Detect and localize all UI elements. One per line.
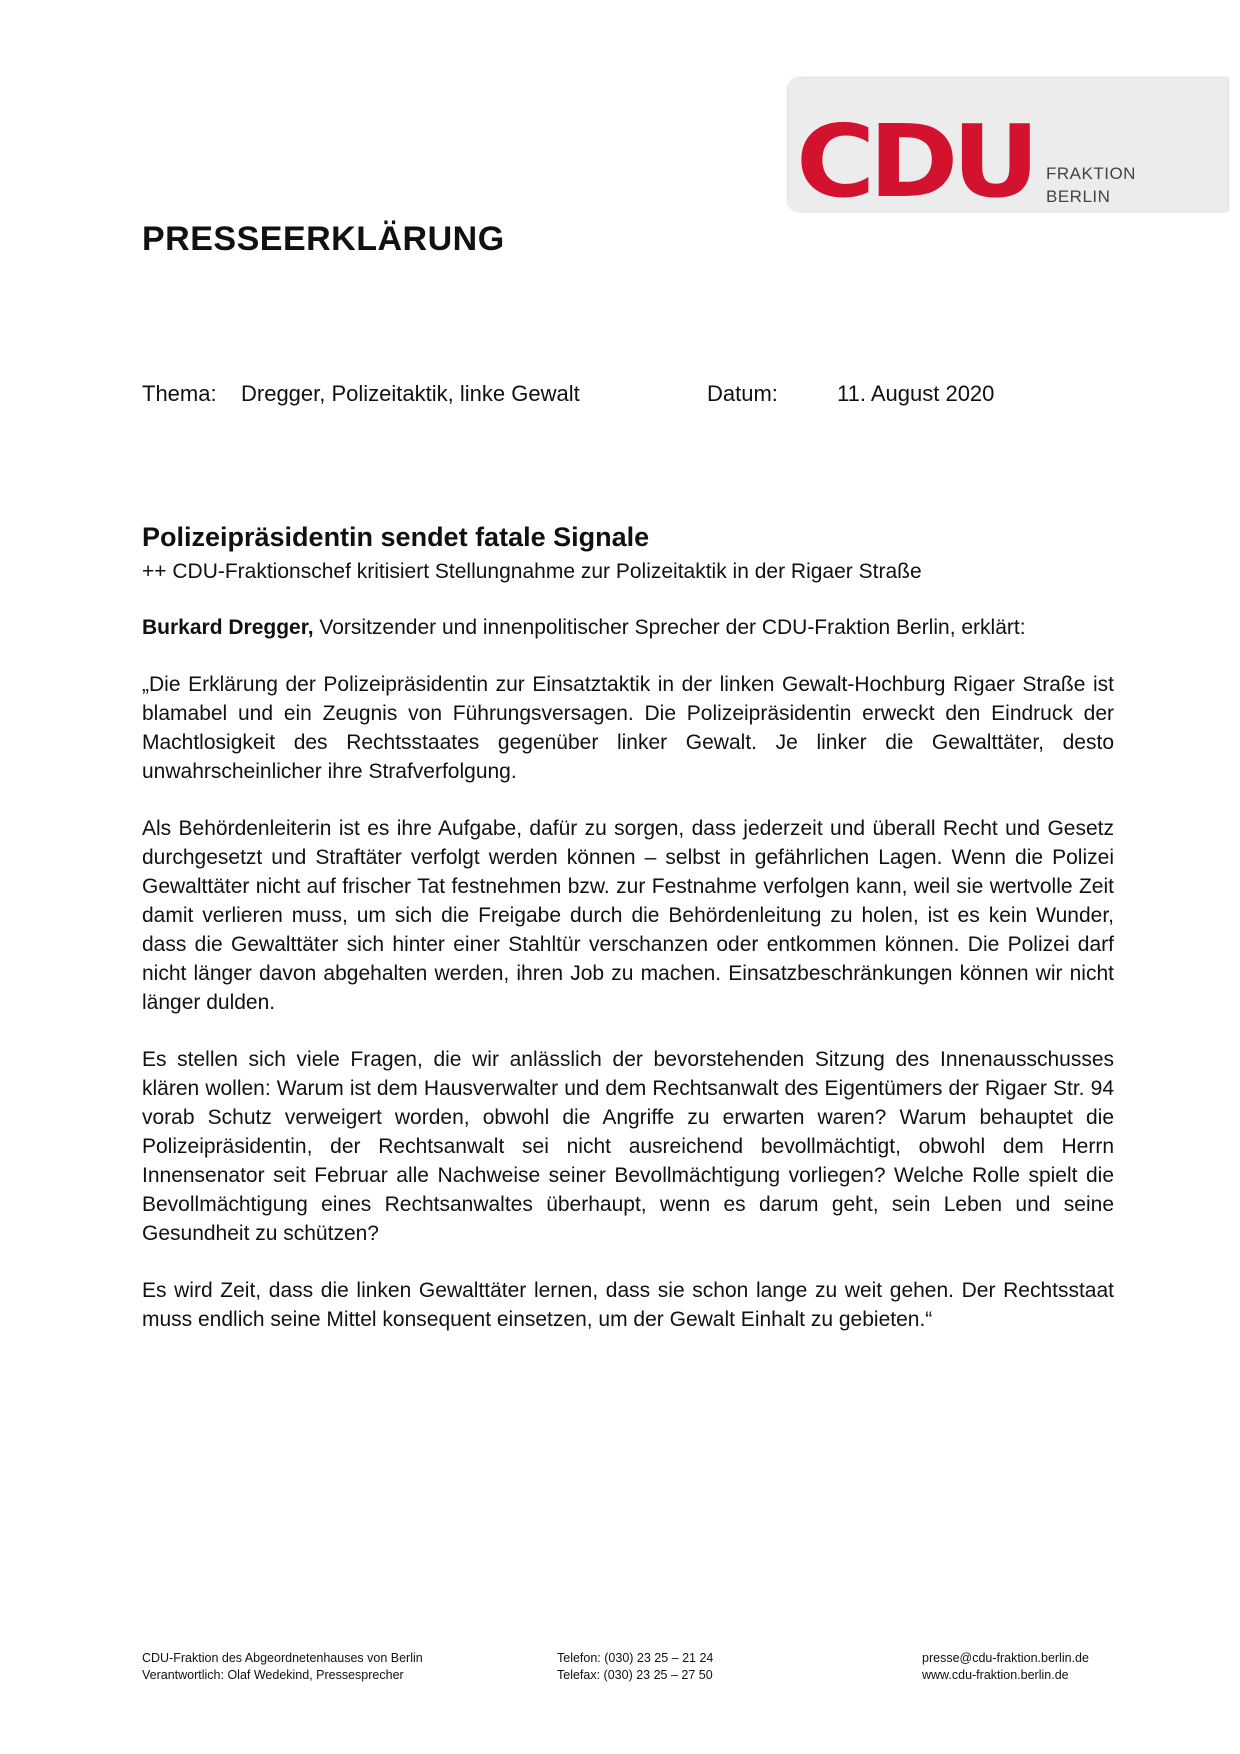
footer-fax: Telefax: (030) 23 25 – 27 50 <box>557 1668 713 1682</box>
logo-subtitle-line2: BERLIN <box>1046 187 1111 206</box>
thema-label: Thema: <box>142 381 217 406</box>
speaker-role: Vorsitzender und innenpolitischer Sprecher der CDU-Fraktion Berlin, erklärt: <box>313 616 1026 639</box>
paragraph-2: Als Behördenleiterin ist es ihre Aufgabe, dafür zu sorgen, dass jederzeit und überall Recht und Gesetz durchgesetzt und Straftäter verfolgt werden können – selbst in gefährlichen Lagen. Wenn die Polizei Gewalttäter nicht auf frischer Tat festnehmen bzw. zur Festnahme verfolgen kann, weil sie wertvolle Zeit damit verlieren muss, um sich die Freigabe durch die Behördenleitung zu holen, ist es kein Wunder, dass die Gewalttäter sich hinter einer Stahltür verschanzen oder entkommen können. Die Polizei darf nicht länger davon abgehalten werden, ihren Job zu machen. Einsatzbeschränkungen können wir nicht länger dulden. <box>142 817 1114 1014</box>
footer-contact-block <box>922 1650 1089 1684</box>
thema-value: Dregger, Polizeitaktik, linke Gewalt <box>241 381 580 406</box>
footer-org-block <box>142 1650 423 1684</box>
footer-website-link[interactable]: www.cdu-fraktion.berlin.de <box>922 1668 1069 1682</box>
footer-email-link[interactable]: presse@cdu-fraktion.berlin.de <box>922 1651 1089 1665</box>
datum-value: 11. August 2020 <box>837 381 995 406</box>
footer-org: CDU-Fraktion des Abgeordnetenhauses von Berlin <box>142 1651 423 1665</box>
subheadline: ++ CDU-Fraktionschef kritisiert Stellungnahme zur Polizeitaktik in der Rigaer Straße <box>142 560 922 583</box>
page-title: PRESSEERKLÄRUNG <box>142 220 505 258</box>
footer-phone: Telefon: (030) 23 25 – 21 24 <box>557 1651 714 1665</box>
cdu-logo: CDU <box>796 103 1034 220</box>
speaker-name: Burkard Dregger, <box>142 616 314 639</box>
paragraph-1: „Die Erklärung der Polizeipräsidentin zur Einsatztaktik in der linken Gewalt-Hochburg Rigaer Straße ist blamabel und ein Zeugnis von Führungsversagen. Die Polizeipräsidentin erweckt den Eindruck der Machtlosigkeit des Rechtsstaates gegenüber linker Gewalt. Je linker die Gewalttäter, desto unwahrscheinlicher ihre Strafverfolgung. <box>142 673 1114 783</box>
footer-phone-block <box>557 1650 713 1684</box>
paragraph-3: Es stellen sich viele Fragen, die wir anlässlich der bevorstehenden Sitzung des Innenausschusses klären wollen: Warum ist dem Hausverwalter und dem Rechtsanwalt des Eigentümers der Rigaer Str. 94 vorab Schutz verweigert worden, obwohl die Angriffe zu erwarten waren? Warum behauptet die Polizeipräsidentin, der Rechtsanwalt sei nicht ausreichend bevollmächtigt, obwohl dem Herrn Innensenator seit Februar alle Nachweise seiner Bevollmächtigung vorliegen? Welche Rolle spielt die Bevollmächtigung eines Rechtsanwaltes überhaupt, wenn es darum geht, sein Leben und seine Gesundheit zu schützen? <box>142 1048 1114 1245</box>
logo-subtitle <box>1046 162 1136 208</box>
logo-subtitle-line1: FRAKTION <box>1046 164 1136 183</box>
speaker-intro <box>142 613 1114 642</box>
paragraph-4: Es wird Zeit, dass die linken Gewalttäter lernen, dass sie schon lange zu weit gehen. Der Rechtsstaat muss endlich seine Mittel konsequent einsetzen, um der Gewalt Einhalt zu gebieten.“ <box>142 1279 1114 1331</box>
footer-responsible: Verantwortlich: Olaf Wedekind, Pressesprecher <box>142 1668 404 1682</box>
statement-body <box>142 613 1114 1362</box>
datum-label: Datum: <box>707 381 778 406</box>
headline: Polizeipräsidentin sendet fatale Signale <box>142 522 650 552</box>
